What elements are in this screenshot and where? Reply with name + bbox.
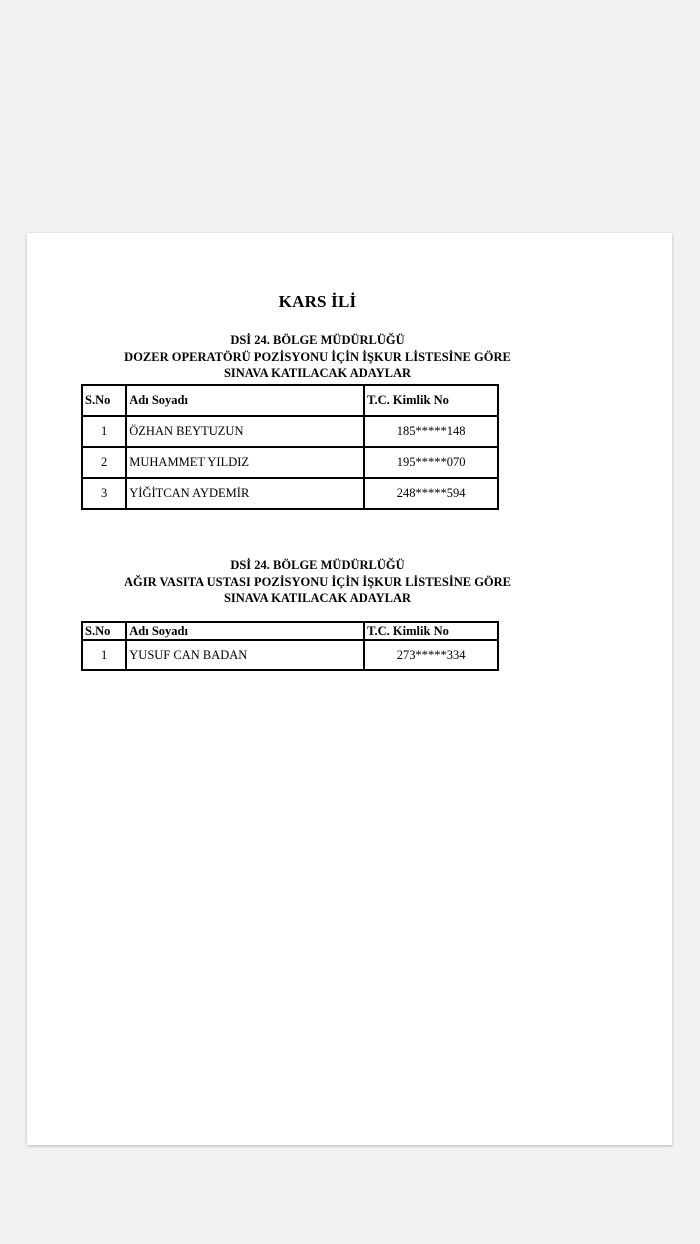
cell-tc-id: 248*****594: [364, 478, 498, 509]
section-heading-line3: SINAVA KATILACAK ADAYLAR: [223, 366, 412, 380]
cell-sno: 1: [82, 416, 126, 447]
cell-name: ÖZHAN BEYTUZUN: [126, 416, 364, 447]
section-heading-line2: AĞIR VASITA USTASI POZİSYONU İÇİN İŞKUR LİSTESİNE GÖRE: [123, 574, 512, 589]
cell-name: MUHAMMET YILDIZ: [126, 447, 364, 478]
header-name: Adı Soyadı: [126, 622, 364, 640]
document-title: KARS İLİ: [278, 292, 357, 311]
table-row: [82, 640, 498, 670]
header-tc-id: T.C. Kimlik No: [364, 622, 498, 640]
table-header-row: [82, 385, 498, 416]
section-heading-line3: SINAVA KATILACAK ADAYLAR: [223, 591, 412, 605]
header-tc-id: T.C. Kimlik No: [364, 385, 498, 416]
table-row: [82, 447, 498, 478]
section-heading-line1: DSİ 24. BÖLGE MÜDÜRLÜĞÜ: [230, 558, 405, 572]
cell-sno: 1: [82, 640, 126, 670]
table-row: [82, 478, 498, 509]
header-sno: S.No: [82, 385, 126, 416]
candidates-table-dozer: [81, 384, 499, 510]
section-heading-dozer: [27, 332, 608, 382]
header-sno: S.No: [82, 622, 126, 640]
cell-sno: 2: [82, 447, 126, 478]
cell-sno: 3: [82, 478, 126, 509]
section-heading-heavy-vehicle: [27, 557, 608, 607]
cell-name: YUSUF CAN BADAN: [126, 640, 364, 670]
cell-name: YİĞİTCAN AYDEMİR: [126, 478, 364, 509]
table-header-row: [82, 622, 498, 640]
cell-tc-id: 273*****334: [364, 640, 498, 670]
section-heading-line2: DOZER OPERATÖRÜ POZİSYONU İÇİN İŞKUR LİSTESİNE GÖRE: [124, 349, 511, 364]
candidates-table-heavy-vehicle: [81, 621, 499, 671]
header-name: Adı Soyadı: [126, 385, 364, 416]
section-heading-line1: DSİ 24. BÖLGE MÜDÜRLÜĞÜ: [230, 333, 405, 347]
document-page: [27, 233, 672, 1145]
table-row: [82, 416, 498, 447]
cell-tc-id: 195*****070: [364, 447, 498, 478]
cell-tc-id: 185*****148: [364, 416, 498, 447]
